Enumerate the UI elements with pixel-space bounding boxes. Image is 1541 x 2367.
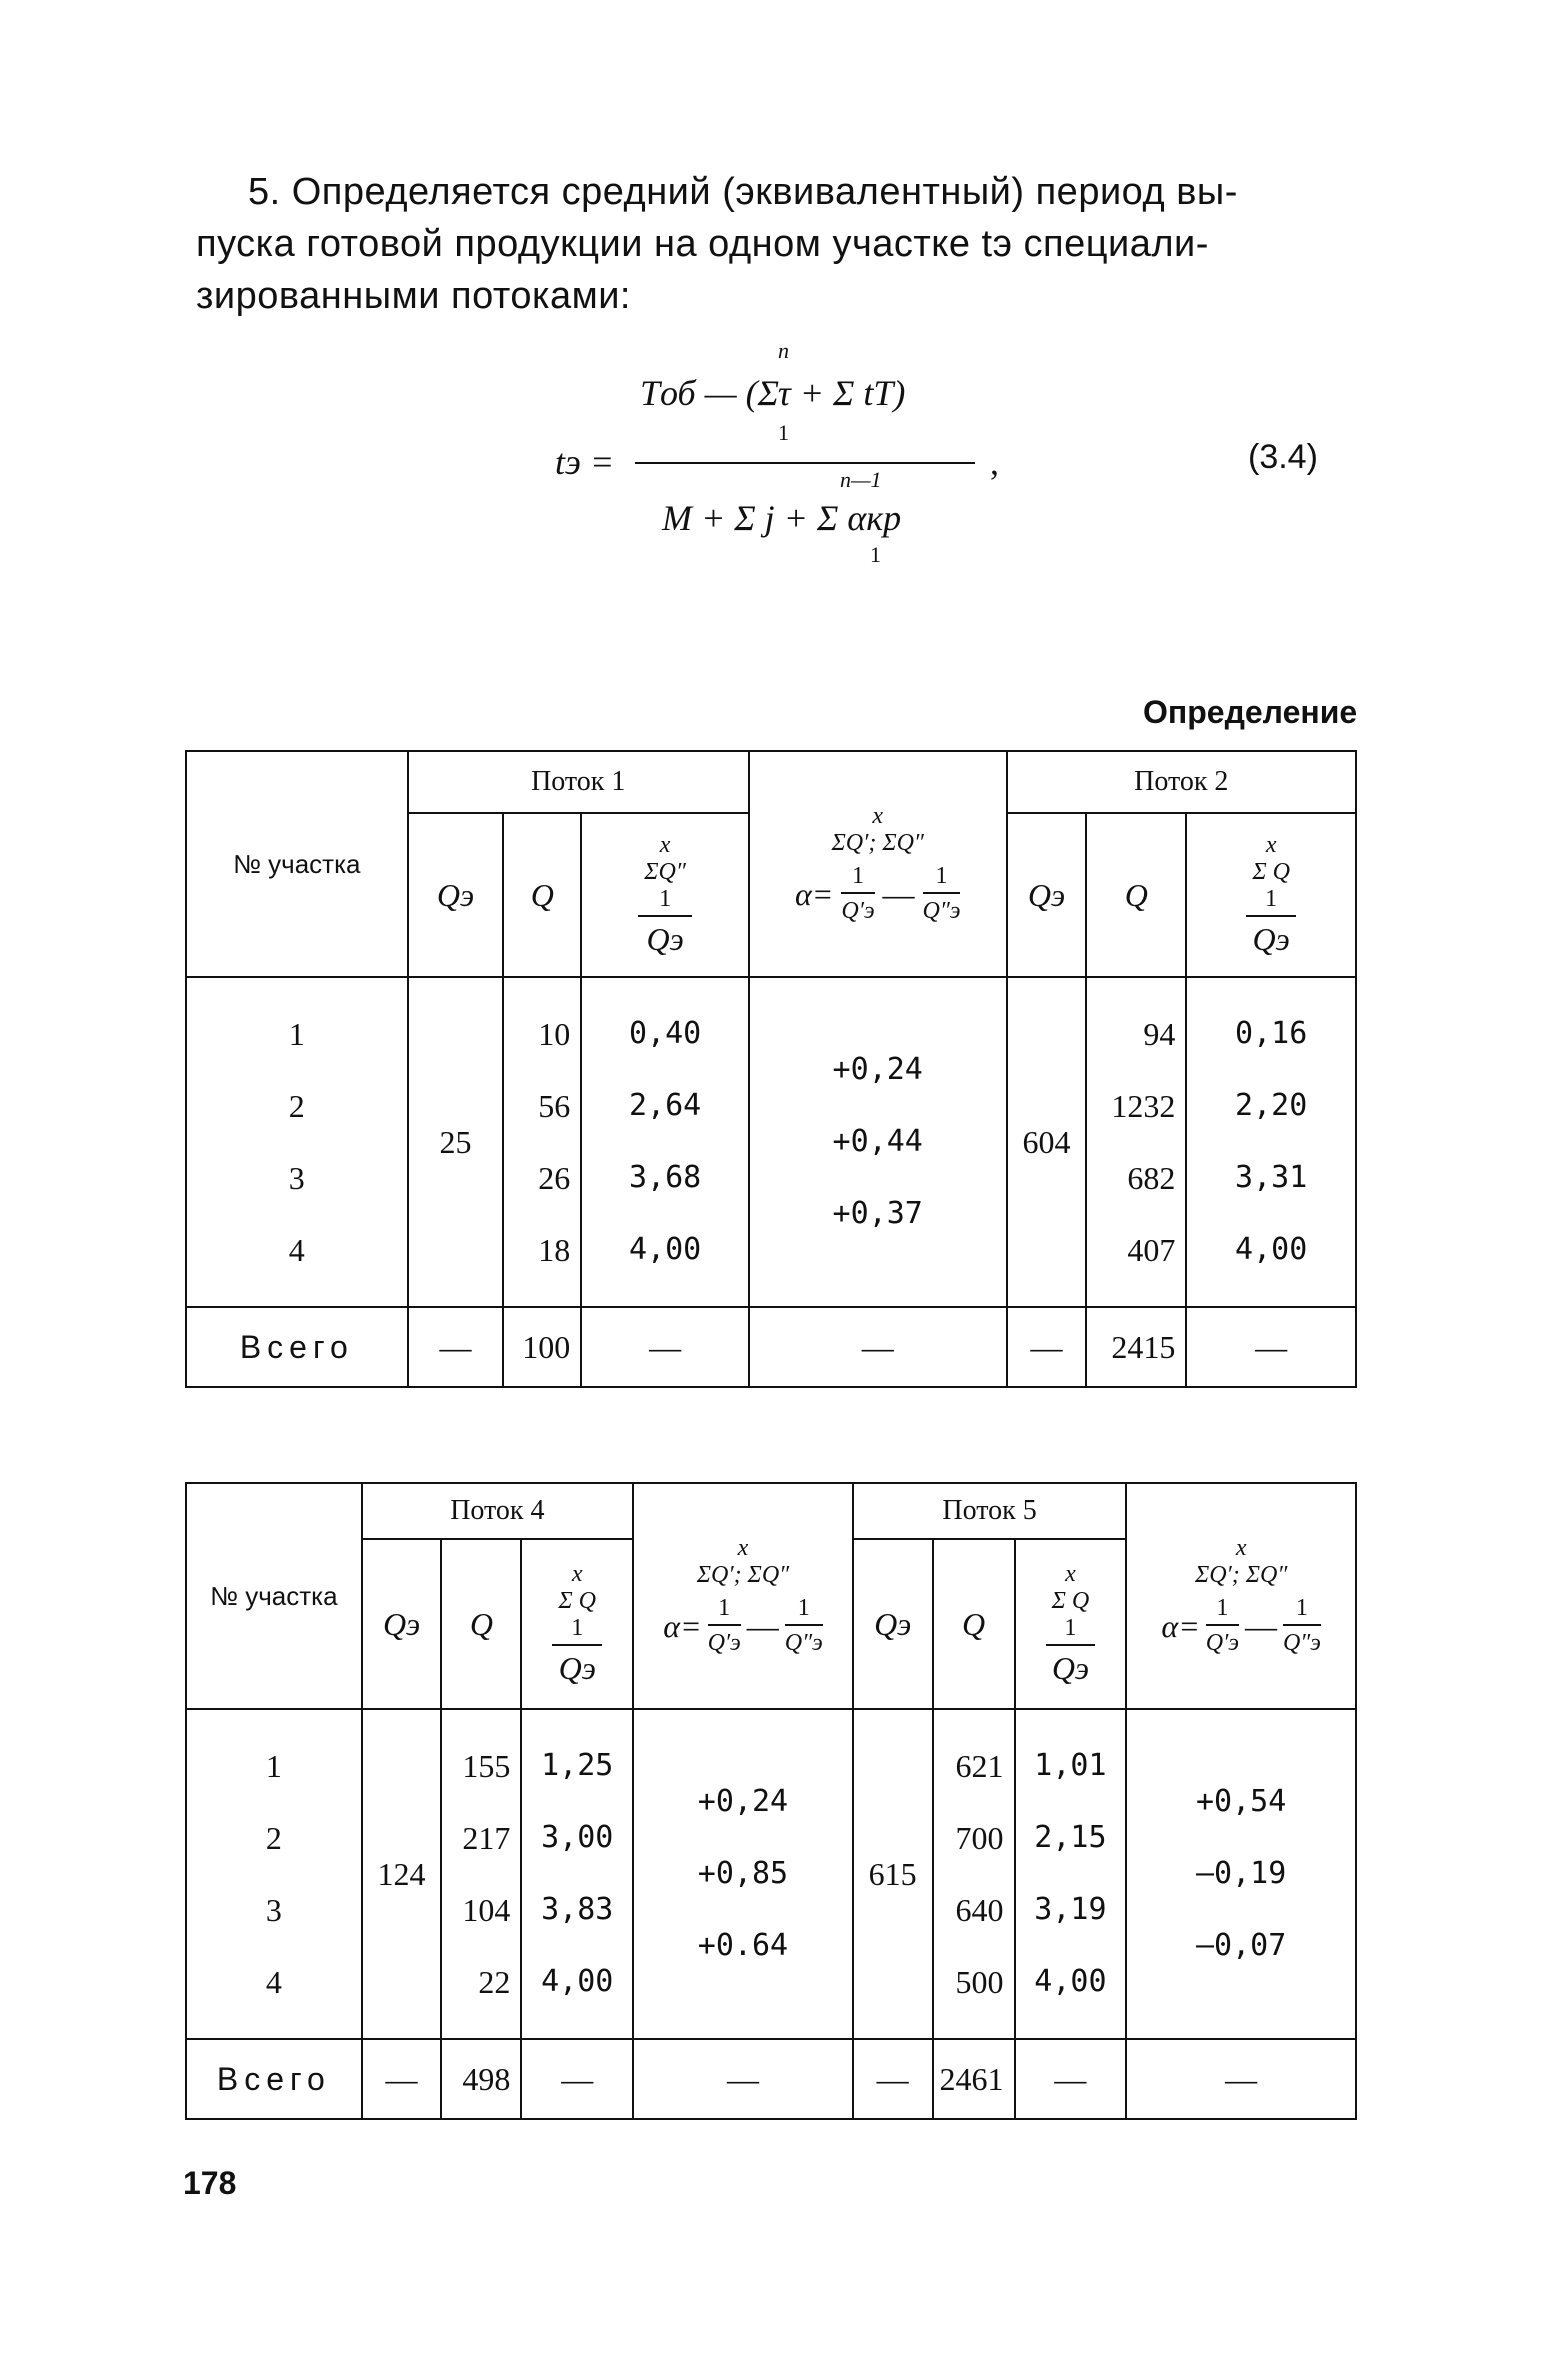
frac-q2: Q″э [784,1630,823,1656]
q-value: 155 [462,1748,511,1784]
ratio-flow-5 [1015,1709,1127,2039]
header-alpha-top: ΣQ′; ΣQ″ [696,1562,790,1588]
total-cell: — [1126,2039,1356,2119]
header-alpha: x ΣQ′; ΣQ″ α= $\frac{1}{Q'э}$ — $\frac{1}{Q''э}$ [749,751,1007,977]
total-cell: — [749,1307,1007,1387]
sum-q: Σ Q [1252,859,1290,885]
header-alpha-x: x [872,803,884,829]
header-flow-1: Поток 1 [408,751,749,813]
frac-q2: Q″э [1282,1630,1321,1656]
header-q: Q [441,1539,521,1709]
q-value: 1232 [1111,1088,1176,1124]
sum-q: Σ Q [558,1588,597,1614]
ratio-value: 3,19 [1034,1892,1107,1927]
alpha-value: +0,54 [1196,1784,1287,1819]
total-label: Всего [186,1307,408,1387]
header-q: Q [933,1539,1015,1709]
q-value: 682 [1127,1160,1176,1196]
header-ratio [1015,1539,1127,1709]
header-alpha: x ΣQ′; ΣQ″ α= $\frac{1}{Q'э}$ — $\frac{1}{Q''э}$ [633,1483,853,1709]
header-qe: Qэ [362,1539,442,1709]
formula-den-lower: 1 [870,542,881,567]
alpha-value: +0,44 [832,1124,923,1159]
alpha-value: —0,07 [1196,1928,1287,1963]
alpha-value: +0,24 [697,1784,789,1819]
sum-one: 1 [571,1615,584,1641]
table-caption: Определение [1143,694,1358,730]
sum-q: ΣQ″ [644,859,686,885]
sum-x: x [1065,1561,1076,1587]
formula-numerator: Tоб — (Στ + Σ tT) [640,373,906,413]
header-ratio [581,813,749,977]
sum-x: x [1265,832,1277,858]
table-flows-1-2 [185,750,1357,1388]
total-cell: — [1186,1307,1356,1387]
sum-x: x [571,1561,583,1587]
header-alpha-x: x [1235,1535,1247,1561]
ratio-value: 4,00 [628,1232,702,1267]
paragraph-line: пуска готовой продукции на одном участке tэ специали- [196,223,1209,265]
ratio-value: 2,15 [1034,1820,1107,1855]
header-section-number: № участка [186,751,408,977]
header-alpha-symbol: α= [663,1607,702,1644]
paragraph-line: 5. Определяется средний (эквивалентный) период вы- [248,171,1238,213]
ratio-value: 4,00 [1034,1964,1107,1999]
q-flow-5 [933,1709,1015,2039]
ratio-value: 3,83 [541,1892,614,1927]
section-number: 3 [288,1160,305,1196]
total-cell: — [1007,1307,1087,1387]
header-flow-4: Поток 4 [362,1483,633,1539]
total-cell: 498 [441,2039,521,2119]
total-cell: 2415 [1086,1307,1186,1387]
section-number: 2 [265,1820,282,1856]
header-q: Q [1086,813,1186,977]
frac-one: 1 [708,1595,741,1626]
header-alpha: x ΣQ′; ΣQ″ α= $\frac{1}{Q'э}$ — $\frac{1}{Q''э}$ [1126,1483,1356,1709]
q-value: 407 [1127,1232,1176,1268]
ratio-value: 0,40 [628,1016,702,1051]
q-value: 22 [478,1964,511,2000]
formula-den-upper: n—1 [840,467,882,492]
ratio-value: 1,01 [1034,1748,1107,1783]
header-flow-2: Поток 2 [1007,751,1356,813]
qe-flow-5: 615 [853,1709,933,2039]
frac-one: 1 [1206,1595,1239,1626]
ratio-value: 3,00 [541,1820,614,1855]
ratio-value: 1,25 [541,1748,614,1783]
alpha-value: +0,85 [697,1856,789,1891]
qe-flow-4: 124 [362,1709,442,2039]
q-value: 10 [538,1016,571,1052]
q-value: 26 [538,1160,571,1196]
frac-one: 1 [1283,1595,1321,1626]
header-q: Q [503,813,581,977]
header-alpha-top: ΣQ′; ΣQ″ [1194,1562,1288,1588]
header-section-number: № участка [186,1483,362,1709]
q-value: 56 [538,1088,571,1124]
formula-label: (3.4) [1248,438,1318,476]
total-cell: — [1015,2039,1127,2119]
total-cell: — [521,2039,633,2119]
total-cell: — [362,2039,442,2119]
header-qe: Qэ [1007,813,1087,977]
q-value: 640 [955,1892,1004,1928]
formula-comma: , [990,442,999,482]
q-value: 500 [955,1964,1004,2000]
header-flow-5: Поток 5 [853,1483,1127,1539]
section-numbers [186,977,408,1307]
frac-q1: Q′э [1205,1630,1239,1656]
table-flows-4-5 [185,1482,1357,2120]
frac-one: 1 [785,1595,823,1626]
alpha-value: +0,37 [832,1196,923,1231]
formula-denominator: M + Σ j + Σ αкр [662,498,902,538]
total-cell: — [581,1307,749,1387]
alpha-value: +0,24 [832,1052,923,1087]
q-value: 94 [1143,1016,1176,1052]
q-value: 621 [955,1748,1004,1784]
header-ratio [521,1539,633,1709]
page-number: 178 [183,2165,237,2201]
header-qe: Qэ [853,1539,933,1709]
total-cell: — [853,2039,933,2119]
q-value: 700 [955,1820,1004,1856]
ratio-value: 2,20 [1235,1088,1308,1123]
ratio-value: 3,31 [1235,1160,1308,1195]
frac-qe: Qэ [558,1650,596,1686]
q-value: 217 [462,1820,511,1856]
sum-q: Σ Q [1051,1588,1090,1614]
formula-num-upper: n [778,338,789,363]
qe-flow-1: 25 [408,977,504,1307]
header-alpha-symbol: α= [794,875,834,912]
q-value: 18 [538,1232,571,1268]
q-flow-1 [503,977,581,1307]
alpha-value: +0.64 [697,1928,789,1963]
ratio-flow-1 [581,977,749,1307]
total-cell: — [408,1307,504,1387]
alpha-values-flow-5 [1126,1709,1356,2039]
section-number: 2 [288,1088,305,1124]
sum-one: 1 [1064,1615,1077,1641]
frac-qe: Qэ [1051,1650,1090,1686]
section-number: 4 [265,1964,282,2000]
total-cell: 2461 [933,2039,1015,2119]
section-number: 4 [288,1232,305,1268]
ratio-flow-2 [1186,977,1356,1307]
formula-num-lower: 1 [778,420,789,445]
total-cell: — [633,2039,853,2119]
ratio-flow-4 [521,1709,633,2039]
header-ratio [1186,813,1356,977]
alpha-values-flow-4 [633,1709,853,2039]
ratio-value: 4,00 [1235,1232,1308,1267]
paragraph-line: зированными потоками: [196,275,631,317]
sum-x: x [659,832,671,858]
alpha-value: —0,19 [1196,1856,1287,1891]
section-number: 1 [288,1016,305,1052]
ratio-value: 2,64 [628,1088,702,1123]
sum-one: 1 [1265,886,1278,912]
ratio-value: 3,68 [628,1160,702,1195]
header-alpha-x: x [737,1535,749,1561]
q-flow-4 [441,1709,521,2039]
section-number: 3 [265,1892,282,1928]
alpha-values [749,977,1007,1307]
total-label: Всего [186,2039,362,2119]
q-flow-2 [1086,977,1186,1307]
header-alpha-symbol: α= [1161,1607,1200,1644]
sum-one: 1 [659,886,672,912]
q-value: 104 [462,1892,511,1928]
ratio-value: 0,16 [1235,1016,1308,1051]
frac-one: 1 [923,863,961,894]
frac-q2: Q″э [922,898,961,924]
qe-flow-2: 604 [1007,977,1087,1307]
formula-lhs: tэ = [555,442,615,482]
frac-one: 1 [841,863,874,894]
section-number: 1 [265,1748,282,1784]
total-cell: 100 [503,1307,581,1387]
frac-qe: Qэ [1252,921,1290,957]
header-alpha-top: ΣQ′; ΣQ″ [831,830,924,856]
header-qe: Qэ [408,813,504,977]
frac-q1: Q′э [841,898,875,924]
section-numbers [186,1709,362,2039]
frac-q1: Q′э [707,1630,741,1656]
ratio-value: 4,00 [541,1964,614,1999]
frac-qe: Qэ [646,921,684,957]
formula-3-4 [0,0,1541,600]
